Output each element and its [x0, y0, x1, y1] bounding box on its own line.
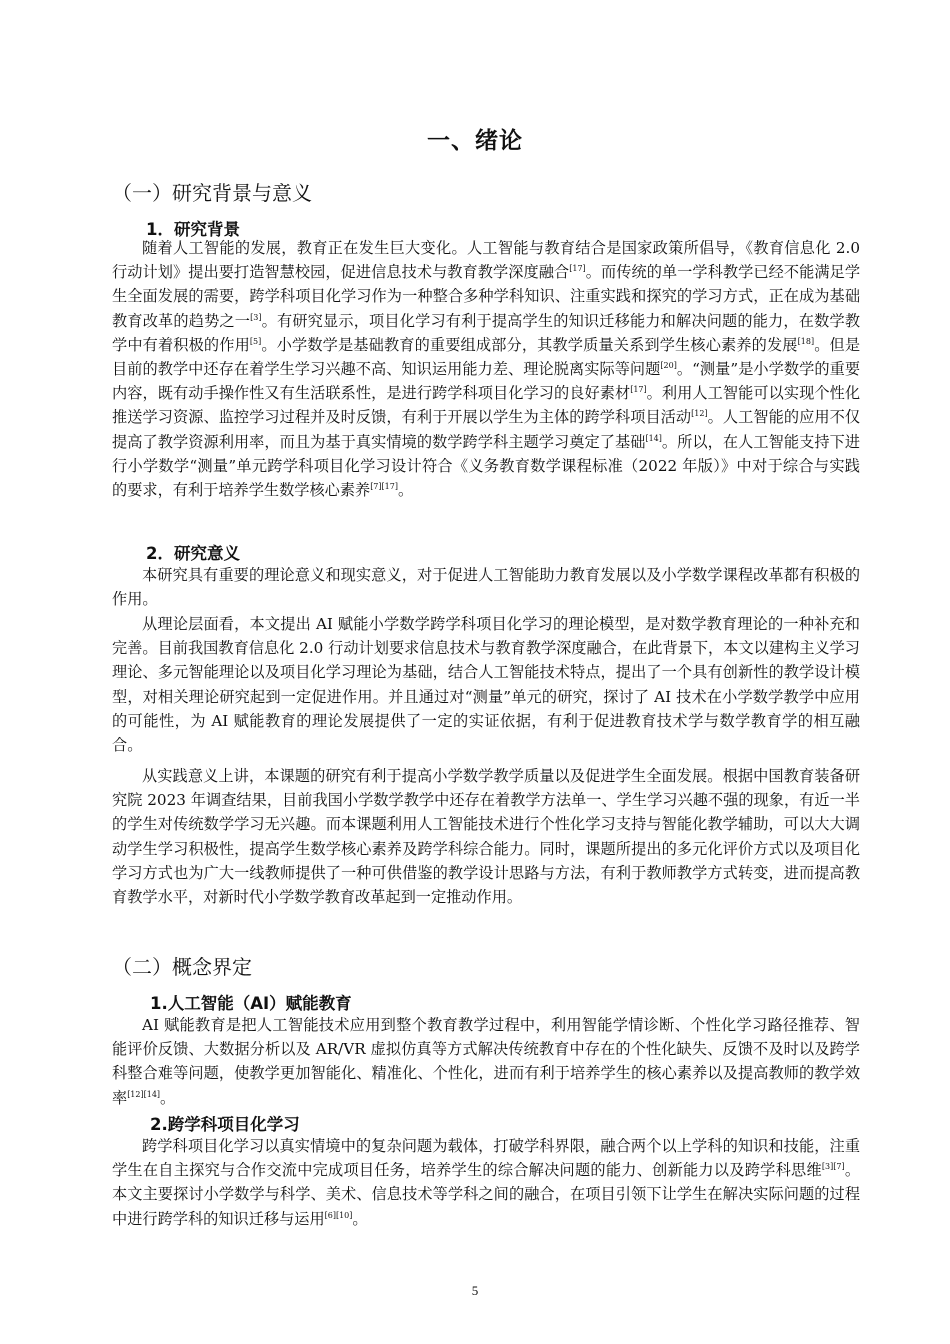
paragraph-pbl: 跨学科项目化学习以真实情境中的复杂问题为载体，打破学科界限，融合两个以上学科的知识和技能，注重学生在自主探究与合作交流中完成项目任务，培养学生的综合解决问题的能力、创新能力以及跨学科思维[3][7]。本文主要探讨小学数学与科学、美术、信息技术等学科之间的融合，在项目引领下让学生在解决实际问题的过程中进行跨学科的知识迁移与运用[6][10]。 [112, 1137, 861, 1228]
subsection-title-ai-education: 1.人工智能（AI）赋能教育 [150, 994, 352, 1013]
citation: [17] [569, 264, 586, 274]
subsection-title-significance: 2．研究意义 [146, 544, 240, 563]
citation: [18] [797, 336, 815, 346]
citation: [7][17] [370, 482, 398, 492]
citation: [3][7] [821, 1162, 845, 1172]
paragraph-ai-education: AI 赋能教育是把人工智能技术应用到整个教育教学过程中，利用智能学情诊断、个性化学习路径推荐、智能评价反馈、大数据分析以及 AR/VR 虚拟仿真等方式解决传统教育中存在的个性化缺失、反馈不及时以及跨学科整合难等问题，使教学更加智能化、精准化、个性化，进而有利于培养学生的核心素养以及提高教师的教学效率[12][14]。 [112, 1016, 860, 1107]
citation: [3] [250, 312, 262, 322]
citation: [12] [691, 409, 708, 419]
chapter-title: 一、绪论 [427, 128, 523, 154]
subsection-title-background: 1．研究背景 [146, 220, 240, 239]
paragraph-significance-intro: 本研究具有重要的理论意义和现实意义，对于促进人工智能助力教育发展以及小学数学课程改革都有积极的作用。 [112, 566, 860, 609]
subsection-title-pbl: 2.跨学科项目化学习 [150, 1115, 300, 1134]
paragraph-theoretical-significance: 从理论层面看，本文提出 AI 赋能小学数学跨学科项目化学习的理论模型，是对数学教育理论的一种补充和完善。目前我国教育信息化 2.0 行动计划要求信息技术与教育教学深度融合，在此背景下，本文以建构主义学习理论、多元智能理论以及项目化学习理论为基础，结合人工智能技术特点，提出了一个具有创新性的教学设计模型，对相关理论研究起到一定促进作用。并且通过对“测量”单元的研究，探讨了 AI 技术在小学数学教学中应用的可能性，为 AI 赋能教育的理论发展提供了一定的实证依据，有利于促进教育技术学与数学教育学的相互融合。 [112, 615, 860, 755]
citation: [17] [630, 385, 647, 395]
citation: [20] [660, 361, 677, 371]
citation: [6][10] [324, 1210, 353, 1220]
section-title-concepts: （二）概念界定 [112, 955, 252, 979]
paragraph-practical-significance: 从实践意义上讲，本课题的研究有利于提高小学数学教学质量以及促进学生全面发展。根据中国教育装备研究院 2023 年调查结果，目前我国小学数学教学中还存在着教学方法单一、学生学习兴趣不强的现象，有近一半的学生对传统数学学习无兴趣。而本课题利用人工智能技术进行个性化学习支持与智能化教学辅助，可以大大调动学生学习积极性，提高学生数学核心素养及跨学科综合能力。同时，课题所提出的多元化评价方式以及项目化学习方式也为广大一线教师提供了一种可供借鉴的教学设计思路与方法，有利于教师教学方式转变，进而提高教育教学水平，对新时代小学数学教育改革起到一定推动作用。 [112, 767, 860, 907]
citation: [5] [249, 336, 262, 346]
page-number: 5 [471, 1283, 479, 1298]
section-title-background: （一）研究背景与意义 [112, 181, 312, 205]
citation: [14] [645, 433, 662, 443]
citation: [12][14] [127, 1089, 161, 1099]
paragraph-background: 随着人工智能的发展，教育正在发生巨大变化。人工智能与教育结合是国家政策所倡导，《教育信息化 2.0 行动计划》提出要打造智慧校园，促进信息技术与教育教学深度融合[17]。而传统的单一学科教学已经不能满足学生全面发展的需要，跨学科项目化学习作为一种整合多种学科知识、注重实践和探究的学习方式，正在成为基础教育改革的趋势之一[3]。有研究显示，项目化学习有利于提高学生的知识迁移能力和解决问题的能力，在数学教学中有着积极的作用[5]。小学数学是基础教育的重要组成部分，其教学质量关系到学生核心素养的发展[18]。但是目前的教学中还存在着学生学习兴趣不高、知识运用能力差、理论脱离实际等问题[20]。“测量”是小学数学的重要内容，既有动手操作性又有生活联系性，是进行跨学科项目化学习的良好素材[17]。利用人工智能可以实现个性化推送学习资源、监控学习过程并及时反馈，有利于开展以学生为主体的跨学科项目活动[12]。人工智能的应用不仅提高了教学资源利用率，而且为基于真实情境的数学跨学科主题学习奠定了基础[14]。所以，在人工智能支持下进行小学数学“测量”单元跨学科项目化学习设计符合《义务教育数学课程标准（2022 年版）》中对于综合与实践的要求，有利于培养学生数学核心素养[7][17]。 [112, 239, 861, 500]
